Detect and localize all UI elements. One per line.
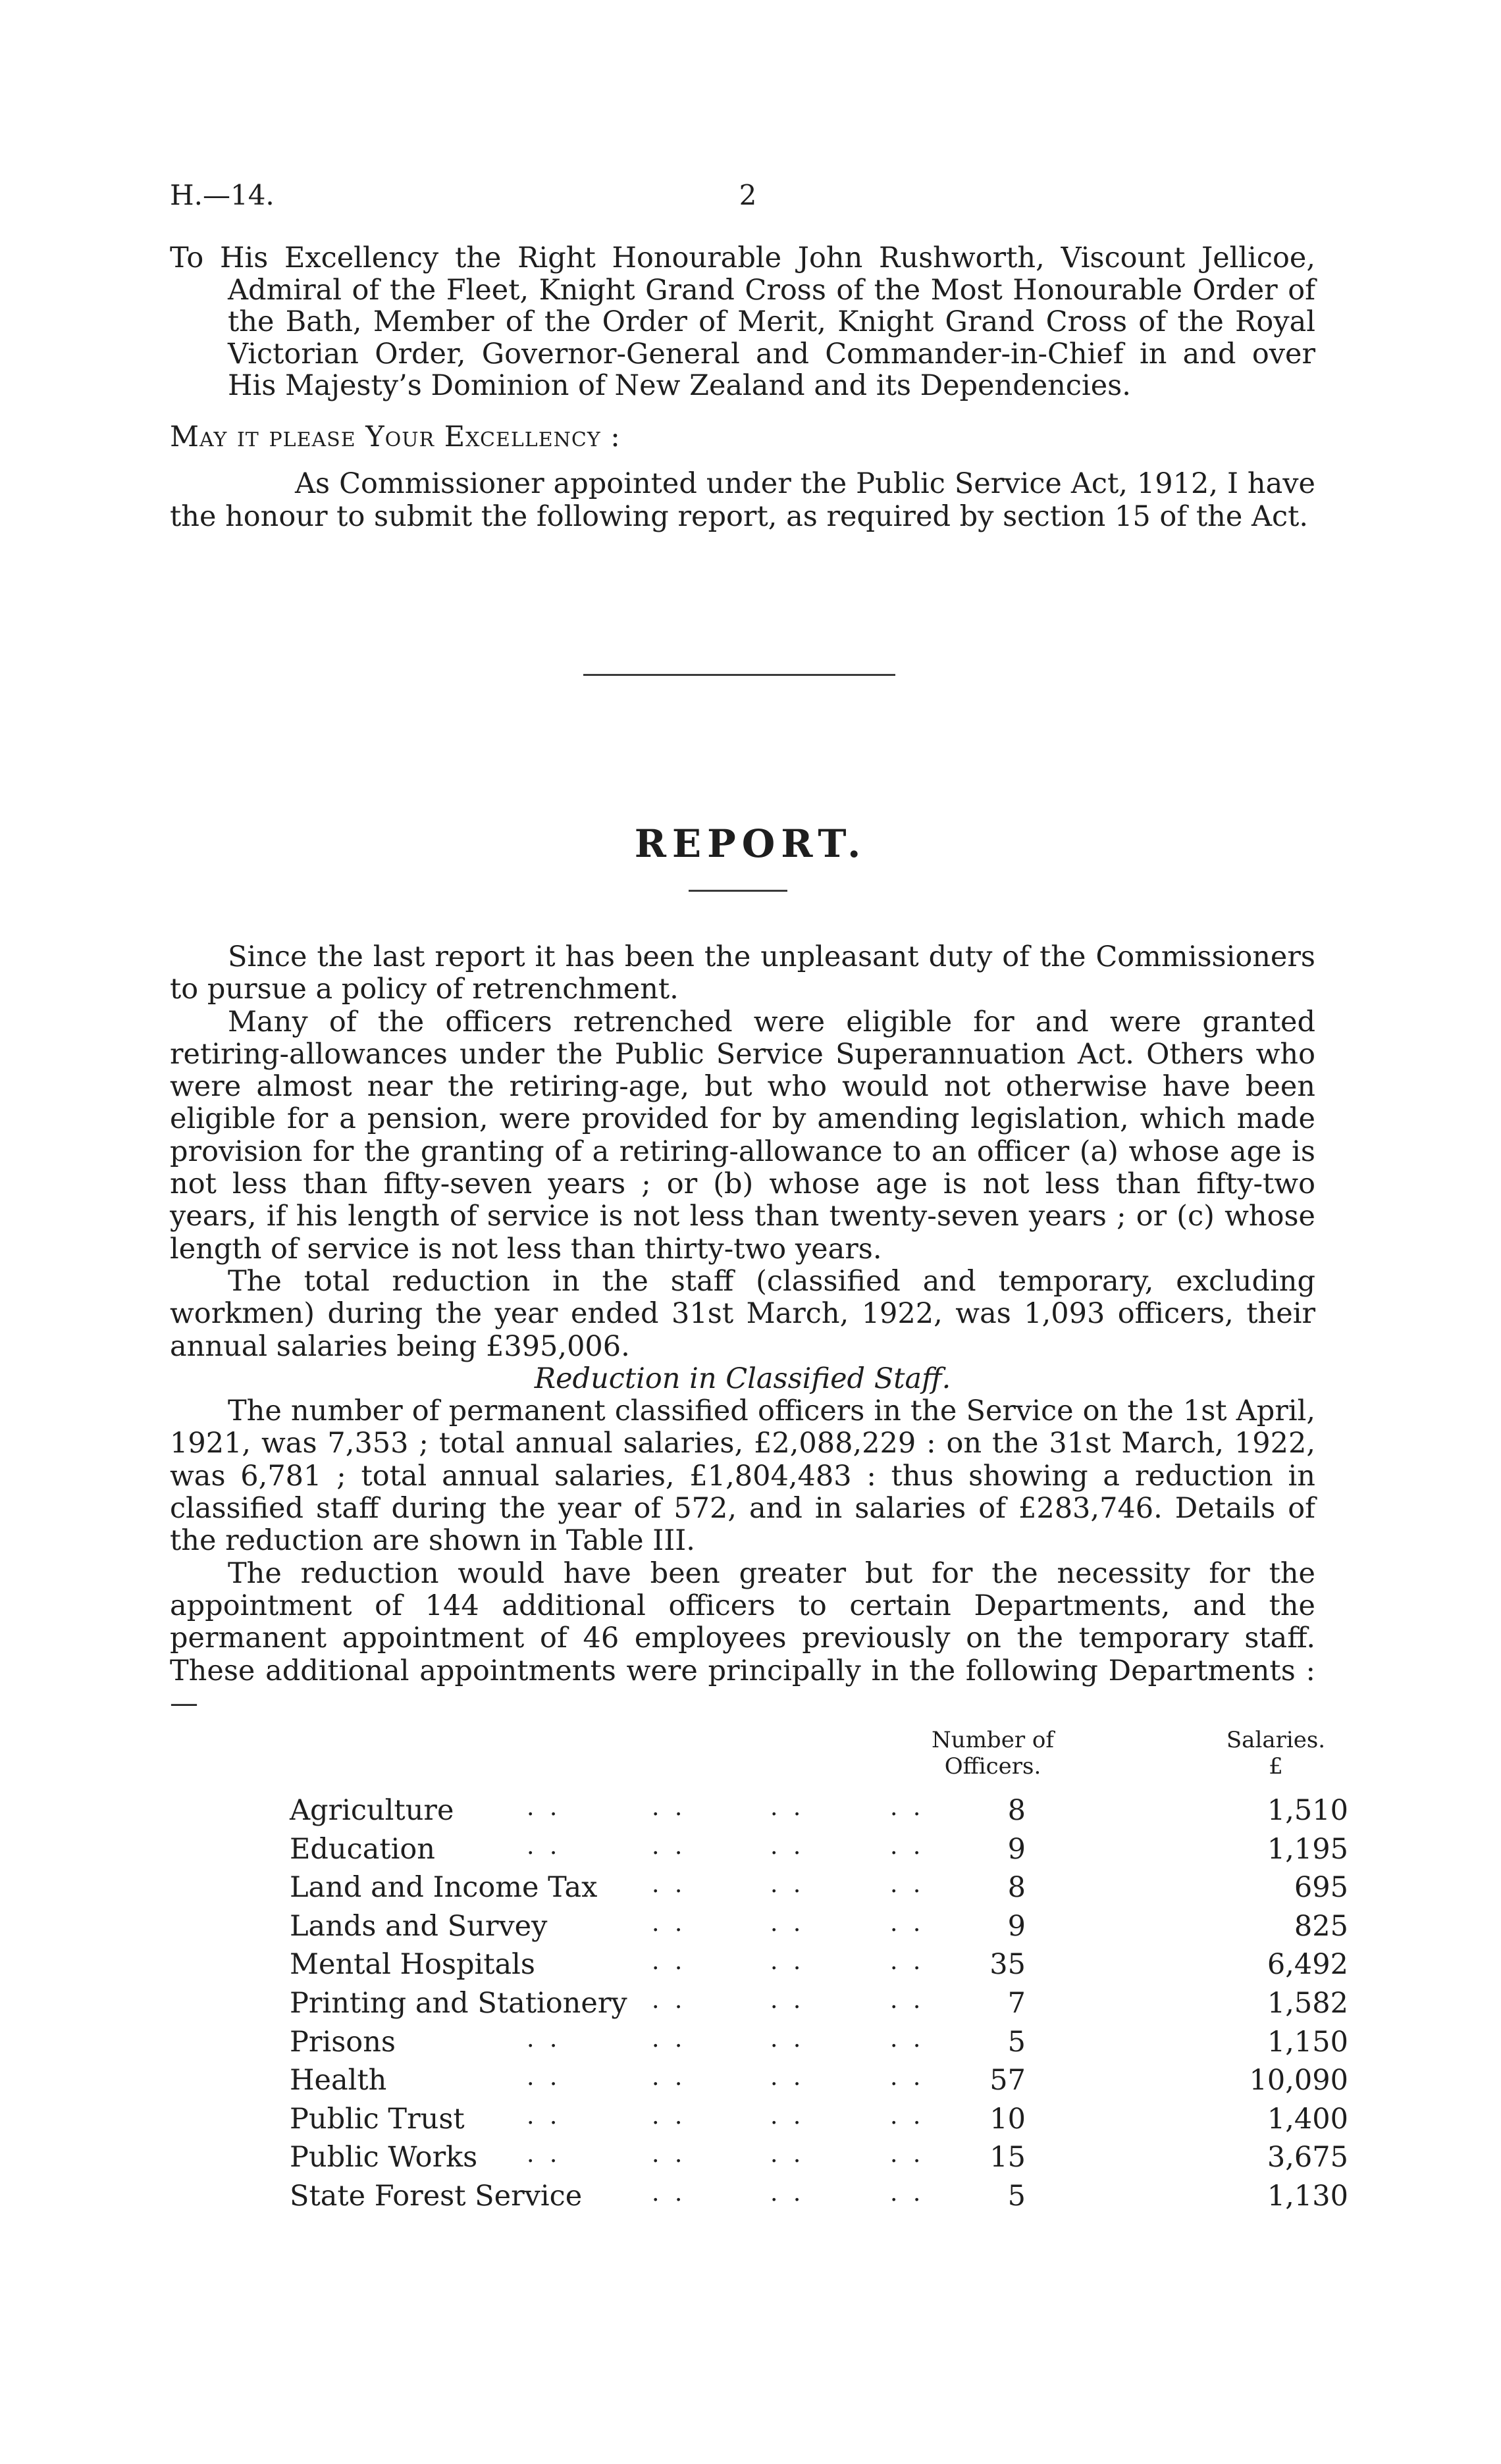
table-row xyxy=(170,2180,1348,2218)
table-row xyxy=(170,1909,1348,1948)
table-row xyxy=(170,1987,1348,2025)
column-header-officers: Number of Officers. xyxy=(932,1727,1054,1780)
officers-count: 9 xyxy=(1007,1832,1026,1866)
officers-count: 9 xyxy=(1007,1909,1026,1943)
officers-count: 8 xyxy=(1007,1794,1026,1827)
leader-dots: . . . . . . . . xyxy=(527,2102,925,2130)
leader-dots: . . . . . . . . xyxy=(527,1832,925,1860)
paragraph-classified-officers: The number of permanent classified officers in the Service on the 1st April, 1921, was 7,353 ; total annual salaries, £2,088,229 : on the 31st March, 1922, was 6,781 ; total annual salaries, £1,804,483 : thus showing a reduction in classified staff during the year of 572, and in salaries of £283,746. Details of the reduction are shown in Table III. xyxy=(170,1395,1315,1558)
department-name: Health xyxy=(290,2064,387,2097)
paragraph-retrenchment: Since the last report it has been the unpleasant duty of the Commissioners to pursue a policy of retrenchment. xyxy=(170,940,1315,1006)
intro-paragraph: As Commissioner appointed under the Public Service Act, 1912, I have the honour to submit the following report, as required by section 15 of the Act. xyxy=(170,467,1315,533)
officers-count: 35 xyxy=(989,1948,1026,1982)
salaries-amount: 695 xyxy=(1294,1871,1348,1905)
paragraph-total-reduction: The total reduction in the staff (classified and temporary, excluding workmen) during the year ended 31st March, 1922, was 1,093 officers, their annual salaries being £395,006. xyxy=(170,1264,1315,1363)
table-row xyxy=(170,1794,1348,1832)
column-header-salaries xyxy=(1197,1727,1355,1780)
leader-dots: . . . . . . . . xyxy=(527,2141,925,2169)
department-name: Printing and Stationery xyxy=(290,1987,627,2020)
salaries-amount: 10,090 xyxy=(1249,2064,1348,2097)
officers-count: 5 xyxy=(1007,2025,1026,2059)
appointments-table xyxy=(170,1727,1348,2253)
salaries-unit: £ xyxy=(1269,1753,1283,1780)
table-row xyxy=(170,2102,1348,2141)
department-name: Public Works xyxy=(290,2141,478,2174)
salaries-amount: 1,400 xyxy=(1267,2102,1348,2136)
salutation: May it please Your Excellency : xyxy=(170,421,621,453)
leader-dots: . . . . . . . . xyxy=(527,2064,925,2092)
department-name: Land and Income Tax xyxy=(290,1871,598,1905)
department-name: State Forest Service xyxy=(290,2180,583,2213)
department-name: Agriculture xyxy=(290,1794,454,1827)
paragraph-retiring-allowances: Many of the officers retrenched were eligible for and were granted retiring-allowances under the Public Service Superannuation Act. Others who were almost near the retiring-age, but who would not otherwise have been eligible for a pension, were provided for by amending legislation, which made provision for the granting of a retiring-allowance to an officer (a) whose age is not less than fifty-seven years ; or (b) whose age is not less than fifty-two years, if his length of service is not less than twenty-seven years ; or (c) whose length of service is not less than thirty-two years. xyxy=(170,1005,1315,1266)
officers-count: 57 xyxy=(989,2064,1026,2097)
salaries-amount: 1,130 xyxy=(1267,2180,1348,2213)
title-underline xyxy=(689,890,787,892)
document-reference: H.—14. xyxy=(170,179,275,211)
officers-count: 5 xyxy=(1007,2180,1026,2213)
officers-count: 15 xyxy=(989,2141,1026,2174)
table-row xyxy=(170,1832,1348,1871)
department-name: Lands and Survey xyxy=(290,1909,548,1943)
salaries-amount: 1,510 xyxy=(1267,1794,1348,1827)
table-row xyxy=(170,2025,1348,2064)
table-row xyxy=(170,2064,1348,2102)
leader-dots: . . . . . . xyxy=(652,2180,925,2207)
leader-dots: . . . . . . xyxy=(652,1948,925,1976)
table-row xyxy=(170,1948,1348,1986)
leader-dots: . . . . . . . . xyxy=(527,1794,925,1821)
table-row xyxy=(170,1871,1348,1909)
officers-count: 8 xyxy=(1007,1871,1026,1905)
salaries-amount: 3,675 xyxy=(1267,2141,1348,2174)
department-name: Public Trust xyxy=(290,2102,465,2136)
department-name: Mental Hospitals xyxy=(290,1948,535,1982)
section-divider xyxy=(583,674,895,676)
table-row xyxy=(170,2141,1348,2179)
subheading-classified-staff: Reduction in Classified Staff. xyxy=(534,1362,951,1395)
leader-dots: . . . . . . xyxy=(652,1909,925,1937)
salaries-amount: 1,150 xyxy=(1267,2025,1348,2059)
salaries-amount: 6,492 xyxy=(1267,1948,1348,1982)
leader-dots: . . . . . . xyxy=(652,1987,925,2014)
address-to-governor: To His Excellency the Right Honourable John Rushworth, Viscount Jellicoe, Admiral of the Fleet, Knight Grand Cross of the Most Honourable Order of the Bath, Member of the Order of Merit, Knight Grand Cross of the Royal Victorian Order, Governor-General and Commander-in-Chief in and over His Majesty’s Dominion of New Zealand and its Dependencies. xyxy=(170,242,1315,402)
officers-count: 10 xyxy=(989,2102,1026,2136)
salaries-label: Salaries. xyxy=(1226,1727,1326,1753)
department-name: Prisons xyxy=(290,2025,396,2059)
page-header xyxy=(170,179,1315,218)
leader-dots: . . . . . . . . xyxy=(527,2025,925,2053)
department-name: Education xyxy=(290,1832,435,1866)
officers-count: 7 xyxy=(1007,1987,1026,2020)
report-body xyxy=(170,941,1315,1720)
salaries-amount: 1,195 xyxy=(1267,1832,1348,1866)
report-title: REPORT. xyxy=(634,821,867,866)
paragraph-additional-appointments: The reduction would have been greater but for the necessity for the appointment of 144 additional officers to certain Departments, and the permanent appointment of 46 employees previously on the temporary staff. These additional appointments were principally in the following Departments :— xyxy=(170,1556,1315,1720)
salaries-amount: 1,582 xyxy=(1267,1987,1348,2020)
salaries-amount: 825 xyxy=(1294,1909,1348,1943)
leader-dots: . . . . . . xyxy=(652,1871,925,1899)
page-number: 2 xyxy=(739,179,757,211)
